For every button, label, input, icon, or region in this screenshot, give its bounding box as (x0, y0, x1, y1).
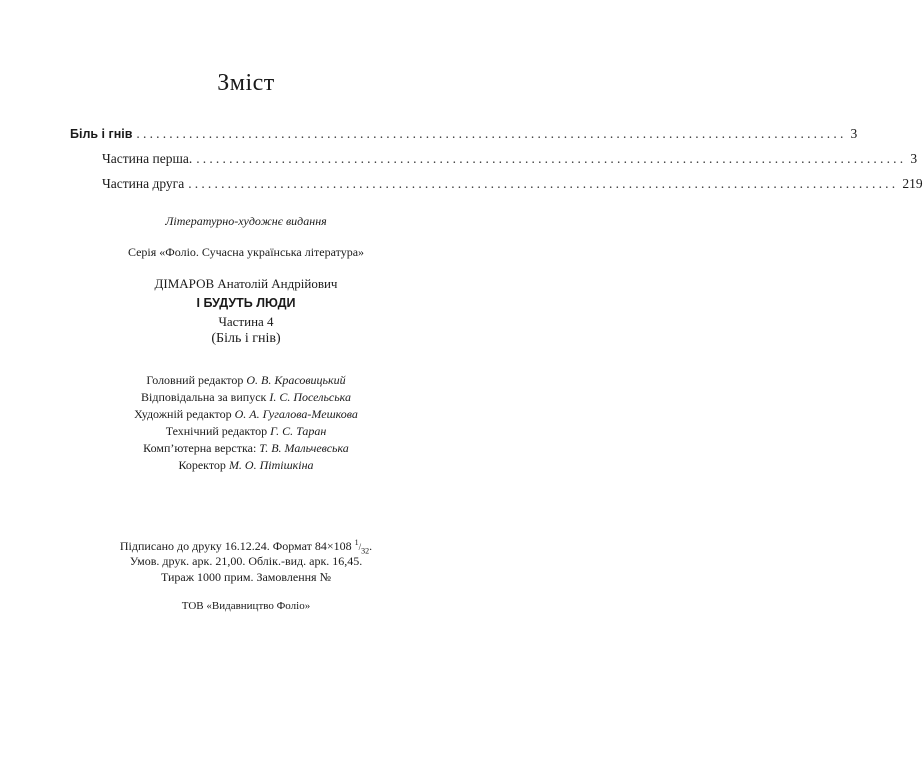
print-signed-line (0, 538, 492, 555)
credit-role: Головний редактор (146, 373, 244, 387)
toc-entry-label: Біль і гнів (70, 127, 133, 141)
print-signed-text: Підписано до друку 16.12.24. Формат 84×108 (119, 539, 352, 553)
toc-entry-label: Частина перша. (102, 151, 193, 166)
book-title: І БУДУТЬ ЛЮДИ (196, 296, 296, 310)
credit-name: Г. С. Таран (270, 424, 327, 438)
credit-role: Комп’ютерна верстка: (143, 441, 257, 455)
credit-role: Технічний редактор (165, 424, 268, 438)
toc-entry-main (70, 126, 858, 151)
series-line: Серія «Фоліо. Сучасна українська література» (127, 245, 365, 259)
toc-entry-label: Частина друга (102, 176, 185, 191)
toc-leader-dots: ............................................................................................................ (136, 126, 847, 141)
print-run-line: Тираж 1000 прим. Замовлення № (160, 570, 332, 584)
credit-line (0, 441, 492, 456)
toc-entry-part-two (70, 176, 923, 201)
toc-entry-page: 219 (902, 176, 923, 191)
table-of-contents (70, 126, 923, 201)
format-numerator: 1 (354, 538, 359, 547)
credit-name: О. В. Красовицький (246, 373, 346, 387)
credit-name: І. С. Посельська (269, 390, 351, 404)
part-line: Частина 4 (218, 314, 274, 329)
toc-leader-dots: ............................................................................................................ (188, 176, 899, 191)
credit-line (0, 424, 492, 439)
credit-name: Т. В. Мальчевська (259, 441, 349, 455)
credit-role: Художній редактор (134, 407, 232, 421)
toc-entry-page: 3 (910, 151, 918, 166)
credit-name: М. О. Пітішкіна (228, 458, 314, 472)
print-sheets-line: Умов. друк. арк. 21,00. Облік.-вид. арк. 16,45. (129, 554, 363, 568)
credit-line (0, 407, 492, 422)
credit-line (0, 390, 492, 405)
credit-role: Коректор (178, 458, 226, 472)
credit-line (0, 373, 492, 388)
publisher-line: ТОВ «Видавництво Фоліо» (181, 600, 311, 612)
credit-line (0, 458, 492, 473)
subtitle-line: (Біль і гнів) (211, 331, 281, 346)
toc-leader-dots: ............................................................................................................ (196, 151, 907, 166)
edition-type: Літературно-художнє видання (165, 214, 327, 228)
format-denominator: 32 (361, 546, 370, 556)
toc-entry-part-one (70, 151, 918, 176)
page-title: Зміст (217, 70, 275, 96)
credit-name: О. А. Гугалова-Мешкова (234, 407, 358, 421)
credit-role: Відповідальна за випуск (141, 390, 267, 404)
author-line: ДІМАРОВ Анатолій Андрійович (154, 276, 338, 291)
format-slash: / (358, 542, 362, 552)
toc-entry-page: 3 (850, 126, 858, 141)
format-end: . (369, 539, 373, 553)
